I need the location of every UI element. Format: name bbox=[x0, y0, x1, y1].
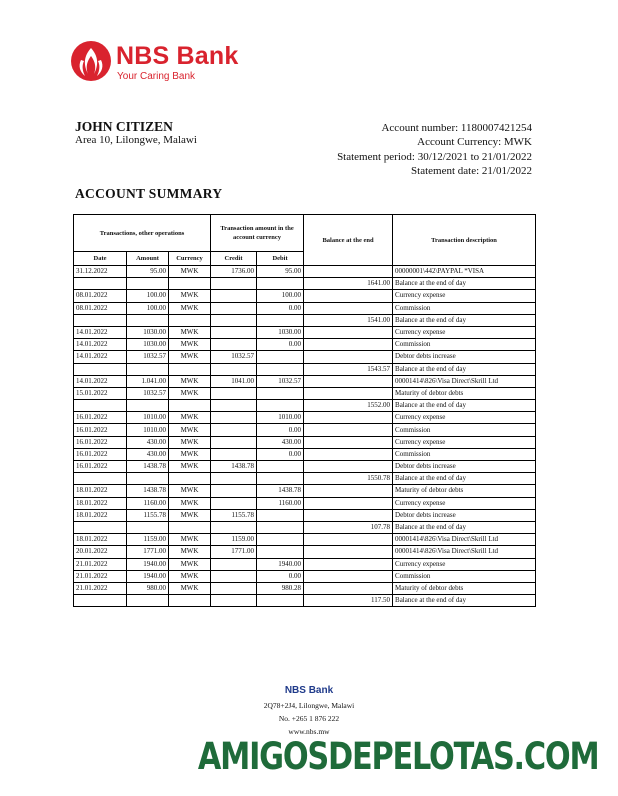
cell-debit: 0.00 bbox=[257, 448, 304, 460]
table-row bbox=[74, 400, 536, 412]
cell-date: 16.01.2022 bbox=[74, 436, 127, 448]
cell-date: 14.01.2022 bbox=[74, 375, 127, 387]
cell-debit: 430.00 bbox=[257, 436, 304, 448]
cell-debit: 1032.57 bbox=[257, 375, 304, 387]
cell-credit bbox=[211, 363, 257, 375]
table-row bbox=[74, 424, 536, 436]
header-credit: Credit bbox=[211, 252, 257, 266]
cell-debit bbox=[257, 314, 304, 326]
cell-date: 08.01.2022 bbox=[74, 302, 127, 314]
cell-currency: MWK bbox=[169, 290, 211, 302]
cell-amount: 980.00 bbox=[127, 582, 169, 594]
cell-balance bbox=[304, 351, 393, 363]
transactions-table bbox=[73, 214, 536, 607]
header-date: Date bbox=[74, 252, 127, 266]
cell-description: Commission bbox=[393, 448, 536, 460]
table-row bbox=[74, 485, 536, 497]
cell-description: 00001414\826\Visa Direct\Skrill Ltd bbox=[393, 375, 536, 387]
cell-currency: MWK bbox=[169, 546, 211, 558]
watermark-text: AMIGOSDEPELOTAS.COM bbox=[197, 735, 598, 778]
table-row bbox=[74, 497, 536, 509]
cell-credit bbox=[211, 582, 257, 594]
client-address: Area 10, Lilongwe, Malawi bbox=[75, 134, 197, 146]
cell-debit bbox=[257, 509, 304, 521]
cell-balance bbox=[304, 570, 393, 582]
table-row bbox=[74, 436, 536, 448]
table-row bbox=[74, 473, 536, 485]
cell-description: Currency expense bbox=[393, 290, 536, 302]
cell-debit: 1940.00 bbox=[257, 558, 304, 570]
cell-credit: 1771.00 bbox=[211, 546, 257, 558]
cell-amount bbox=[127, 400, 169, 412]
cell-debit: 0.00 bbox=[257, 424, 304, 436]
nbs-flame-logo-icon bbox=[70, 40, 112, 82]
cell-description: Commission bbox=[393, 302, 536, 314]
cell-date: 18.01.2022 bbox=[74, 485, 127, 497]
cell-description: Maturity of debtor debts bbox=[393, 485, 536, 497]
table-row bbox=[74, 412, 536, 424]
cell-description: Balance at the end of day bbox=[393, 314, 536, 326]
cell-debit bbox=[257, 595, 304, 607]
cell-date: 18.01.2022 bbox=[74, 509, 127, 521]
cell-currency: MWK bbox=[169, 497, 211, 509]
cell-currency: MWK bbox=[169, 448, 211, 460]
summary-title: ACCOUNT SUMMARY bbox=[75, 186, 223, 201]
cell-description: Currency expense bbox=[393, 436, 536, 448]
cell-amount: 1940.00 bbox=[127, 570, 169, 582]
cell-description: Balance at the end of day bbox=[393, 400, 536, 412]
cell-debit: 1030.00 bbox=[257, 326, 304, 338]
header-currency: Currency bbox=[169, 252, 211, 266]
cell-balance bbox=[304, 302, 393, 314]
table-row bbox=[74, 278, 536, 290]
cell-currency bbox=[169, 400, 211, 412]
cell-date: 14.01.2022 bbox=[74, 326, 127, 338]
cell-credit bbox=[211, 326, 257, 338]
cell-currency: MWK bbox=[169, 387, 211, 399]
group-header-transactions: Transactions, other operations bbox=[74, 215, 211, 252]
transactions-body bbox=[74, 266, 536, 607]
cell-description: Commission bbox=[393, 424, 536, 436]
header-amount: Amount bbox=[127, 252, 169, 266]
cell-currency: MWK bbox=[169, 326, 211, 338]
table-row bbox=[74, 448, 536, 460]
cell-description: Maturity of debtor debts bbox=[393, 387, 536, 399]
cell-date: 21.01.2022 bbox=[74, 570, 127, 582]
cell-currency bbox=[169, 314, 211, 326]
table-row bbox=[74, 570, 536, 582]
cell-currency: MWK bbox=[169, 351, 211, 363]
cell-balance bbox=[304, 436, 393, 448]
cell-currency: MWK bbox=[169, 436, 211, 448]
table-row bbox=[74, 582, 536, 594]
table-row bbox=[74, 266, 536, 278]
cell-description: Balance at the end of day bbox=[393, 473, 536, 485]
table-row bbox=[74, 546, 536, 558]
cell-description: Balance at the end of day bbox=[393, 595, 536, 607]
cell-credit: 1438.78 bbox=[211, 461, 257, 473]
cell-description: Balance at the end of day bbox=[393, 363, 536, 375]
cell-date: 14.01.2022 bbox=[74, 351, 127, 363]
cell-amount bbox=[127, 521, 169, 533]
cell-amount: 1032.57 bbox=[127, 387, 169, 399]
table-row bbox=[74, 461, 536, 473]
bank-logo bbox=[70, 40, 260, 84]
cell-amount: 1010.00 bbox=[127, 424, 169, 436]
cell-balance bbox=[304, 326, 393, 338]
cell-amount: 1030.00 bbox=[127, 339, 169, 351]
cell-date: 18.01.2022 bbox=[74, 497, 127, 509]
cell-balance: 1543.57 bbox=[304, 363, 393, 375]
cell-date bbox=[74, 278, 127, 290]
cell-date bbox=[74, 363, 127, 375]
cell-description: Debtor debts increase bbox=[393, 351, 536, 363]
cell-balance bbox=[304, 546, 393, 558]
cell-currency bbox=[169, 473, 211, 485]
cell-currency: MWK bbox=[169, 266, 211, 278]
cell-debit bbox=[257, 278, 304, 290]
cell-credit bbox=[211, 570, 257, 582]
cell-debit bbox=[257, 534, 304, 546]
table-row bbox=[74, 521, 536, 533]
group-header-description: Transaction description bbox=[393, 215, 536, 266]
cell-date: 15.01.2022 bbox=[74, 387, 127, 399]
cell-credit bbox=[211, 473, 257, 485]
logo-bank-name: NBS Bank bbox=[116, 42, 239, 70]
cell-debit bbox=[257, 546, 304, 558]
cell-credit bbox=[211, 314, 257, 326]
cell-description: Debtor debts increase bbox=[393, 461, 536, 473]
cell-description: Maturity of debtor debts bbox=[393, 582, 536, 594]
cell-debit bbox=[257, 461, 304, 473]
cell-balance bbox=[304, 534, 393, 546]
table-row bbox=[74, 558, 536, 570]
cell-amount: 1438.78 bbox=[127, 461, 169, 473]
cell-description: Currency expense bbox=[393, 326, 536, 338]
cell-balance bbox=[304, 448, 393, 460]
cell-credit bbox=[211, 497, 257, 509]
logo-tagline: Your Caring Bank bbox=[117, 71, 196, 82]
cell-currency: MWK bbox=[169, 485, 211, 497]
cell-balance bbox=[304, 375, 393, 387]
account-number: Account number: 1180007421254 bbox=[381, 122, 532, 134]
cell-description: Balance at the end of day bbox=[393, 521, 536, 533]
cell-credit bbox=[211, 595, 257, 607]
cell-debit bbox=[257, 351, 304, 363]
table-row bbox=[74, 534, 536, 546]
cell-balance: 1641.00 bbox=[304, 278, 393, 290]
cell-description: Commission bbox=[393, 339, 536, 351]
cell-date: 16.01.2022 bbox=[74, 424, 127, 436]
cell-date: 08.01.2022 bbox=[74, 290, 127, 302]
cell-balance bbox=[304, 387, 393, 399]
table-row bbox=[74, 375, 536, 387]
footer-phone: No. +265 1 876 222 bbox=[278, 714, 340, 723]
group-header-balance: Balance at the end bbox=[304, 215, 393, 266]
cell-amount: 1438.78 bbox=[127, 485, 169, 497]
cell-credit: 1155.78 bbox=[211, 509, 257, 521]
cell-description: 00001414\826\Visa Direct\Skrill Ltd bbox=[393, 546, 536, 558]
cell-amount: 430.00 bbox=[127, 448, 169, 460]
cell-debit: 1160.00 bbox=[257, 497, 304, 509]
cell-credit bbox=[211, 302, 257, 314]
cell-balance: 1541.00 bbox=[304, 314, 393, 326]
cell-debit bbox=[257, 473, 304, 485]
cell-currency bbox=[169, 521, 211, 533]
table-row bbox=[74, 387, 536, 399]
cell-debit bbox=[257, 400, 304, 412]
cell-amount bbox=[127, 595, 169, 607]
account-currency: Account Currency: MWK bbox=[417, 136, 532, 149]
statement-date: Statement date: 21/01/2022 bbox=[411, 164, 532, 177]
cell-date: 20.01.2022 bbox=[74, 546, 127, 558]
cell-balance bbox=[304, 509, 393, 521]
cell-balance: 1552.00 bbox=[304, 400, 393, 412]
cell-amount: 1160.00 bbox=[127, 497, 169, 509]
cell-amount: 1155.78 bbox=[127, 509, 169, 521]
cell-date bbox=[74, 473, 127, 485]
cell-date: 16.01.2022 bbox=[74, 461, 127, 473]
cell-description: Currency expense bbox=[393, 412, 536, 424]
cell-balance bbox=[304, 266, 393, 278]
cell-debit: 1010.00 bbox=[257, 412, 304, 424]
cell-credit bbox=[211, 278, 257, 290]
cell-credit bbox=[211, 485, 257, 497]
cell-balance: 1550.78 bbox=[304, 473, 393, 485]
cell-currency bbox=[169, 278, 211, 290]
header-debit: Debit bbox=[257, 252, 304, 266]
cell-currency: MWK bbox=[169, 461, 211, 473]
cell-credit bbox=[211, 412, 257, 424]
cell-amount: 1.041.00 bbox=[127, 375, 169, 387]
cell-date: 16.01.2022 bbox=[74, 412, 127, 424]
cell-amount: 1159.00 bbox=[127, 534, 169, 546]
footer-website: www.nbs.mw bbox=[288, 727, 330, 736]
cell-currency: MWK bbox=[169, 412, 211, 424]
table-row bbox=[74, 290, 536, 302]
cell-amount: 1030.00 bbox=[127, 326, 169, 338]
cell-credit bbox=[211, 448, 257, 460]
table-row bbox=[74, 363, 536, 375]
cell-credit bbox=[211, 424, 257, 436]
cell-date: 21.01.2022 bbox=[74, 582, 127, 594]
cell-debit bbox=[257, 363, 304, 375]
table-row bbox=[74, 302, 536, 314]
cell-credit: 1736.00 bbox=[211, 266, 257, 278]
cell-currency: MWK bbox=[169, 558, 211, 570]
cell-balance bbox=[304, 497, 393, 509]
cell-amount bbox=[127, 473, 169, 485]
cell-debit: 980.28 bbox=[257, 582, 304, 594]
cell-amount: 1010.00 bbox=[127, 412, 169, 424]
cell-currency: MWK bbox=[169, 509, 211, 521]
cell-date bbox=[74, 521, 127, 533]
cell-description: Currency expense bbox=[393, 558, 536, 570]
cell-amount: 1771.00 bbox=[127, 546, 169, 558]
cell-credit bbox=[211, 339, 257, 351]
cell-amount: 1032.57 bbox=[127, 351, 169, 363]
cell-balance bbox=[304, 461, 393, 473]
cell-credit: 1032.57 bbox=[211, 351, 257, 363]
cell-description: Debtor debts increase bbox=[393, 509, 536, 521]
account-info bbox=[337, 121, 532, 178]
cell-debit: 95.00 bbox=[257, 266, 304, 278]
cell-date bbox=[74, 595, 127, 607]
cell-date bbox=[74, 314, 127, 326]
cell-debit bbox=[257, 387, 304, 399]
cell-balance bbox=[304, 424, 393, 436]
statement-period: Statement period: 30/12/2021 to 21/01/2022 bbox=[337, 150, 532, 163]
cell-credit bbox=[211, 387, 257, 399]
table-row bbox=[74, 595, 536, 607]
cell-amount: 100.00 bbox=[127, 302, 169, 314]
cell-debit: 0.00 bbox=[257, 339, 304, 351]
cell-date bbox=[74, 400, 127, 412]
cell-balance: 117.50 bbox=[304, 595, 393, 607]
cell-debit: 1438.78 bbox=[257, 485, 304, 497]
cell-description: Balance at the end of day bbox=[393, 278, 536, 290]
cell-currency bbox=[169, 363, 211, 375]
cell-amount: 1940.00 bbox=[127, 558, 169, 570]
cell-debit: 0.00 bbox=[257, 302, 304, 314]
cell-amount: 95.00 bbox=[127, 266, 169, 278]
cell-currency: MWK bbox=[169, 375, 211, 387]
cell-balance bbox=[304, 582, 393, 594]
cell-credit bbox=[211, 521, 257, 533]
cell-amount bbox=[127, 363, 169, 375]
cell-amount bbox=[127, 278, 169, 290]
cell-description: Commission bbox=[393, 570, 536, 582]
cell-currency: MWK bbox=[169, 582, 211, 594]
cell-credit: 1041.00 bbox=[211, 375, 257, 387]
cell-credit bbox=[211, 436, 257, 448]
cell-balance: 107.78 bbox=[304, 521, 393, 533]
cell-date: 16.01.2022 bbox=[74, 448, 127, 460]
cell-amount bbox=[127, 314, 169, 326]
cell-debit: 0.00 bbox=[257, 570, 304, 582]
cell-credit bbox=[211, 558, 257, 570]
table-row bbox=[74, 326, 536, 338]
footer-bank-name: NBS Bank bbox=[284, 685, 334, 696]
cell-date: 31.12.2022 bbox=[74, 266, 127, 278]
footer-address: 2Q78+2J4, Lilongwe, Malawi bbox=[263, 701, 355, 710]
cell-amount: 100.00 bbox=[127, 290, 169, 302]
cell-credit bbox=[211, 400, 257, 412]
cell-currency: MWK bbox=[169, 534, 211, 546]
cell-debit bbox=[257, 521, 304, 533]
cell-credit bbox=[211, 290, 257, 302]
cell-date: 21.01.2022 bbox=[74, 558, 127, 570]
cell-date: 18.01.2022 bbox=[74, 534, 127, 546]
cell-description: 00000001\442\PAYPAL *VISA bbox=[393, 266, 536, 278]
cell-credit: 1159.00 bbox=[211, 534, 257, 546]
cell-balance bbox=[304, 558, 393, 570]
table-row bbox=[74, 339, 536, 351]
group-header-amount: Transaction amount in the account currency bbox=[211, 215, 304, 252]
cell-description: Currency expense bbox=[393, 497, 536, 509]
cell-balance bbox=[304, 290, 393, 302]
client-name: JOHN CITIZEN bbox=[75, 119, 173, 134]
table-row bbox=[74, 509, 536, 521]
cell-balance bbox=[304, 485, 393, 497]
table-row bbox=[74, 351, 536, 363]
cell-currency: MWK bbox=[169, 339, 211, 351]
cell-date: 14.01.2022 bbox=[74, 339, 127, 351]
cell-description: 00001414\826\Visa Direct\Skrill Ltd bbox=[393, 534, 536, 546]
cell-currency: MWK bbox=[169, 424, 211, 436]
cell-currency: MWK bbox=[169, 570, 211, 582]
cell-currency: MWK bbox=[169, 302, 211, 314]
cell-balance bbox=[304, 339, 393, 351]
cell-debit: 100.00 bbox=[257, 290, 304, 302]
cell-currency bbox=[169, 595, 211, 607]
cell-amount: 430.00 bbox=[127, 436, 169, 448]
cell-balance bbox=[304, 412, 393, 424]
table-row bbox=[74, 314, 536, 326]
